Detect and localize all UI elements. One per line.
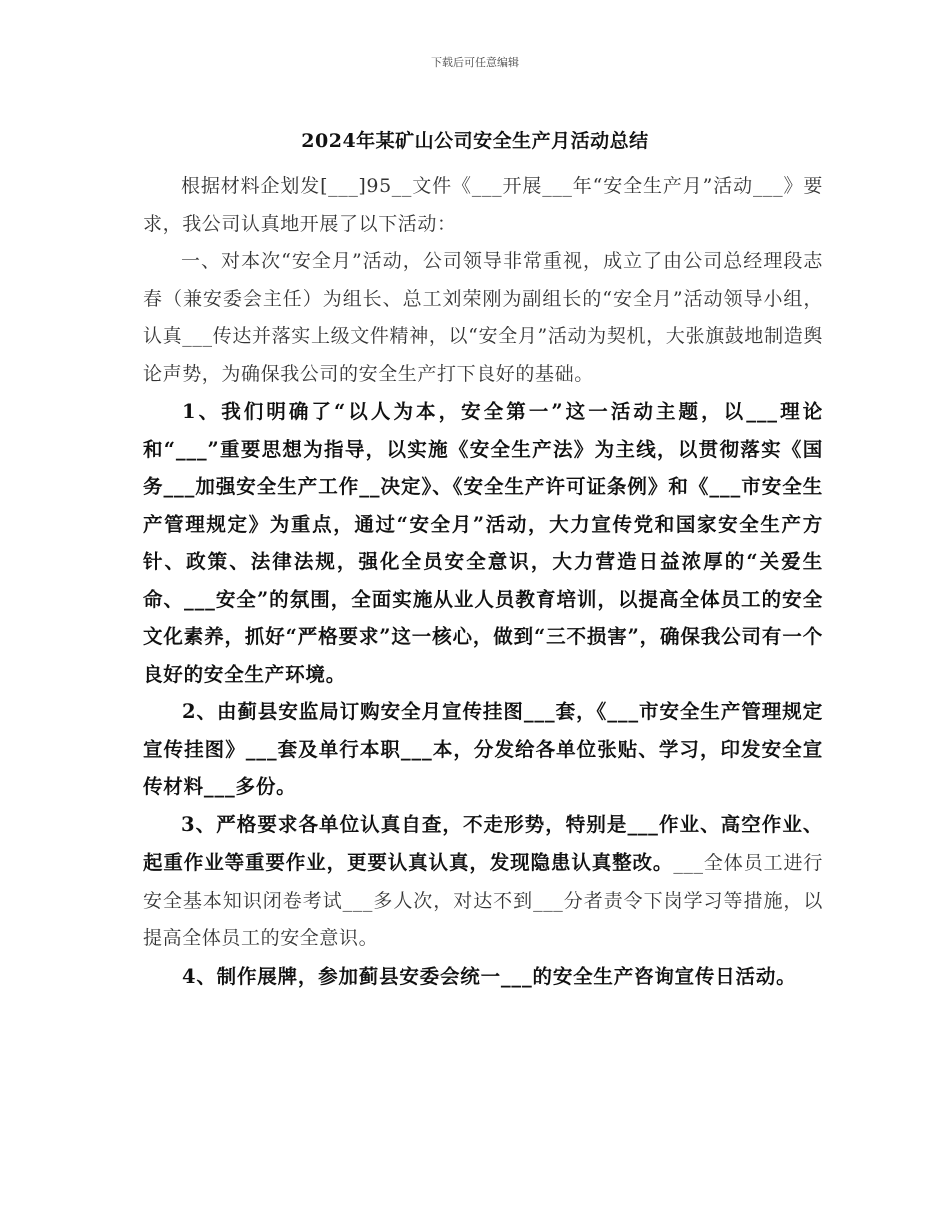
paragraph-item-3 [143, 806, 823, 958]
paragraph-intro: 根据材料企划发[___]95__文件《___开展___年“安全生产月”活动___》要求，我公司认真地开展了以下活动： [143, 175, 823, 235]
paragraph-item-4: 4、制作展牌，参加蓟县安委会统一___的安全生产咨询宣传日活动。 [182, 964, 797, 988]
paragraph-item-2: 2、由蓟县安监局订购安全月宣传挂图___套，《___市安全生产管理规定宣传挂图》___套及单行本职___本，分发给各单位张贴、学习，印发安全宣传材料___多份。 [143, 700, 823, 798]
header-note: 下载后可任意编辑 [431, 56, 519, 69]
paragraph-item-3-bold: 3、严格要求各单位认真自查，不走形势，特别是___作业、高空作业、起重作业等重要作业，更要认真认真，发现隐患认真整改。 [143, 812, 823, 874]
paragraph-item-1: 1、我们明确了“以人为本，安全第一”这一活动主题，以___理论和“___”重要思想为指导，以实施《安全生产法》为主线，以贯彻落实《国务___加强安全生产工作__决定》、《安全生产许可证条例》和《___市安全生产管理规定》为重点，通过“安全月”活动，大力宣传党和国家安全生产方针、政策、法律法规，强化全员安全意识，大力营造日益浓厚的“关爱生命、___安全”的氛围，全面实施从业人员教育培训，以提高全体员工的安全文化素养，抓好“严格要求”这一核心，做到“三不损害”，确保我公司有一个良好的安全生产环境。 [143, 400, 823, 686]
paragraph-item-3-normal: ___全体员工进行安全基本知识闭卷考试___多人次，对达不到___分者责令下岗学习等措施，以提高全体员工的安全意识。 [143, 852, 823, 949]
document-body [143, 168, 823, 995]
document-title: 2024年某矿山公司安全生产月活动总结 [301, 130, 649, 152]
paragraph-section-one: 一、对本次“安全月”活动，公司领导非常重视，成立了由公司总经理段志春（兼安委会主任）为组长、总工刘荣刚为副组长的“安全月”活动领导小组，认真___传达并落实上级文件精神，以“安全月”活动为契机，大张旗鼓地制造舆论声势，为确保我公司的安全生产打下良好的基础。 [143, 250, 823, 385]
